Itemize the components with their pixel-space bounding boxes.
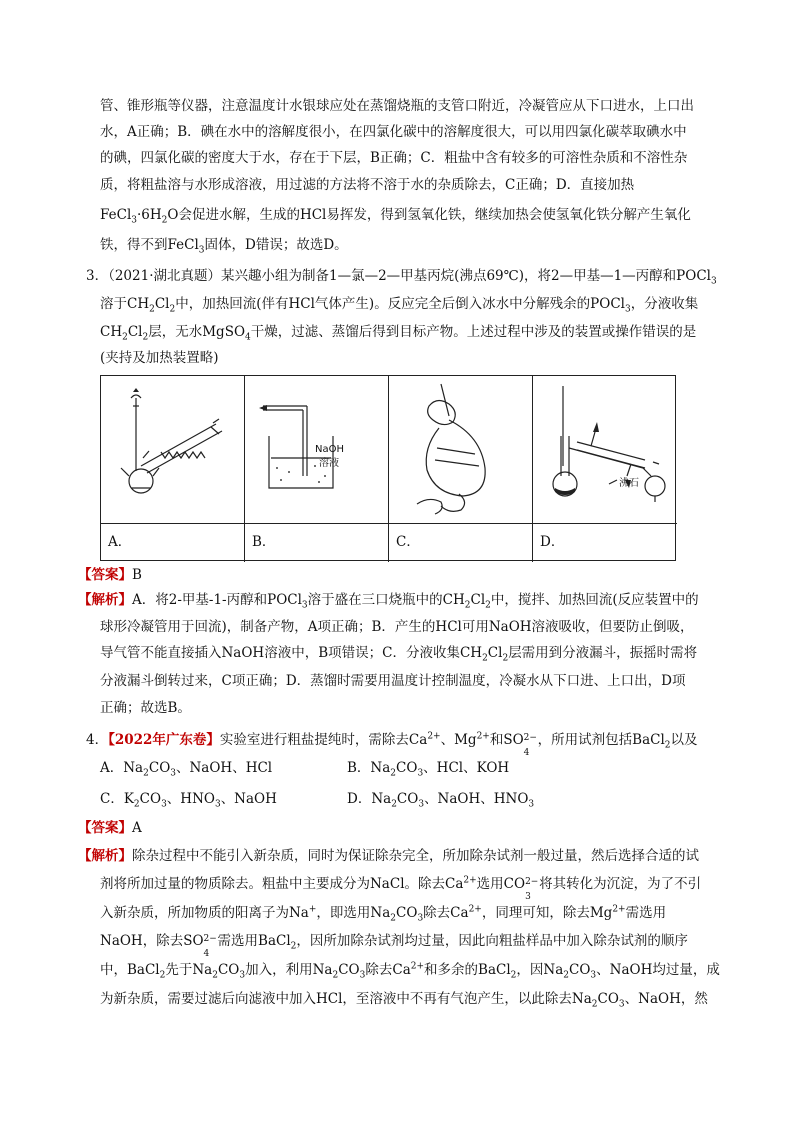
answer-value: B [132,567,142,583]
q4-analysis-line-3: 入新杂质，所加物质的阳离子为Na+，即选用$Na_2CO_3$除去$Ca^{2+}$，同理可知，除去$Mg^{2+}$需选用 [100,904,667,924]
q2-analysis-line-6: 铁，得不到FeCl$_3$固体，D错误；故选D。 [100,237,348,256]
q4-analysis-line-5: 中，BaCl$_2$先于$Na_2CO_3$加入，利用$Na_2CO_3$除去$Ca^{2+}$和多余的BaCl$_2$，因$Na_2CO_3$、NaOH均过量，成 [100,961,720,981]
apparatus-figure-table [100,375,676,561]
solution-label: 溶液 [319,458,339,469]
q4-option-c: C．$K_2CO_3$、$HNO_3$、NaOH [100,791,277,810]
option-a-label: A． [108,534,132,550]
question-number: 3． [86,268,109,284]
q3-answer [78,565,142,585]
q3-stem-line-1: 3．（2021·湖北真题）某兴趣小组为制备1—氯—2—甲基丙烷(沸点69℃)，将2—甲基—1—丙醇和POCl$_3$ [86,268,717,287]
q4-analysis-line-6: 为新杂质，需要过滤后向滤液中加入HCl，至溶液中不再有气泡产生，以此除去$Na_2CO_3$、NaOH，然 [100,991,708,1010]
reflux-apparatus-figure [101,376,244,523]
q2-analysis-line-3: 的碘，四氯化碳的密度大于水，存在于下层，B正确；C．粗盐中含有较多的可溶性杂质和不溶性杂 [100,150,688,166]
q4-analysis-line-1: 【解析】除杂过程中不能引入新杂质，同时为保证除杂完全，所加除杂试剂一般过量，然后选择合适的试 [78,848,699,864]
q2-analysis-line-5: $FeCl_3\cdot 6H_2O$会促进水解，生成的HCl易挥发，得到氢氧化铁，继续加热会使氢氧化铁分解产生氧化 [100,207,691,226]
option-d-label: D． [540,534,565,550]
q4-option-a: A．$Na_2CO_3$、NaOH、HCl [100,760,273,779]
q3-analysis-line-1: 【解析】A．将2-甲基-1-丙醇和POCl$_3$溶于盛在三口烧瓶中的$CH_2Cl_2$中，搅拌、加热回流(反应装置中的 [78,592,699,611]
q3-analysis-line-4: 分液漏斗倒转过来，C项正确；D．蒸馏时需要用温度计控制温度，冷凝水从下口进、上口出，D项 [100,673,686,689]
option-c-label: C． [396,534,420,550]
q2-analysis-line-4: 质，将粗盐溶与水形成溶液，用过滤的方法将不溶于水的杂质除去，C正确；D．直接加热 [100,177,635,193]
analysis-tag: 【解析】 [78,592,132,608]
q4-stem: 4．【2022年广东卷】实验室进行粗盐提纯时，需除去$Ca^{2+}$、$Mg^{2+}$和SO 2− 4 ，所用试剂包括BaCl$_2$以及 [86,731,698,758]
analysis-tag: 【解析】 [78,848,132,864]
q4-analysis-line-4: NaOH，除去SO 2− 4 需选用BaCl$_2$，因所加除杂试剂均过量，因此向粗盐样品中加入除杂试剂的顺序 [100,933,688,959]
q4-answer [78,818,142,838]
q2-analysis-line-2: 水，A正确；B．碘在水中的溶解度很小，在四氯化碳中的溶解度很大，可以用四氯化碳萃取碘水中 [100,124,687,140]
naoh-label: NaOH [315,444,344,455]
answer-tag: 【答案】 [78,567,132,583]
separatory-funnel-figure [389,376,532,523]
q3-stem-line-2: 溶于$CH_2Cl_2$中，加热回流(伴有HCl气体产生)。反应完全后倒入冰水中分解残余的POCl$_3$，分液收集 [100,296,699,315]
q3-stem-line-3: $CH_2Cl_2$层，无水MgSO$_4$干燥，过滤、蒸馏后得到目标产物。上述过程中涉及的装置或操作错误的是 [100,324,697,343]
answer-value: A [132,820,142,836]
q4-analysis-line-2: 剂将所加过量的物质除去。粗盐中主要成分为NaCl。除去$Ca^{2+}$选用CO 2− 3 将其转化为沉淀，为了不引 [100,875,702,902]
option-b-label: B． [252,534,276,550]
answer-tag: 【答案】 [78,820,132,836]
q3-stem-line-4: (夹持及加热装置略) [100,350,219,366]
naoh-absorption-figure [245,376,388,523]
boiling-stone-label: 沸石 [619,478,639,489]
question-number: 4． [86,732,109,748]
figure-cell-a [101,376,245,562]
question-source: 【2022年广东卷】 [108,732,220,748]
figure-cell-d [533,376,677,562]
figure-cell-b [245,376,389,562]
q4-option-d: D．$Na_2CO_3$、NaOH、$HNO_3$ [347,791,535,810]
q3-analysis-line-5: 正确；故选B。 [100,700,191,716]
figure-cell-c [389,376,533,562]
q3-analysis-line-2: 球形冷凝管用于回流)，制备产物，A项正确；B．产生的HCl可用NaOH溶液吸收，但要防止倒吸， [100,619,694,635]
distillation-figure [533,376,676,523]
q3-analysis-line-3: 导气管不能直接插入NaOH溶液中，B项错误；C．分液收集$CH_2Cl_2$层需用到分液漏斗，振摇时需将 [100,645,698,664]
question-source: （2021·湖北真题） [108,268,221,284]
q2-analysis-line-1: 管、锥形瓶等仪器，注意温度计水银球应处在蒸馏烧瓶的支管口附近，冷凝管应从下口进水，上口出 [100,98,694,114]
q4-option-b: B．$Na_2CO_3$、HCl、KOH [347,760,510,779]
